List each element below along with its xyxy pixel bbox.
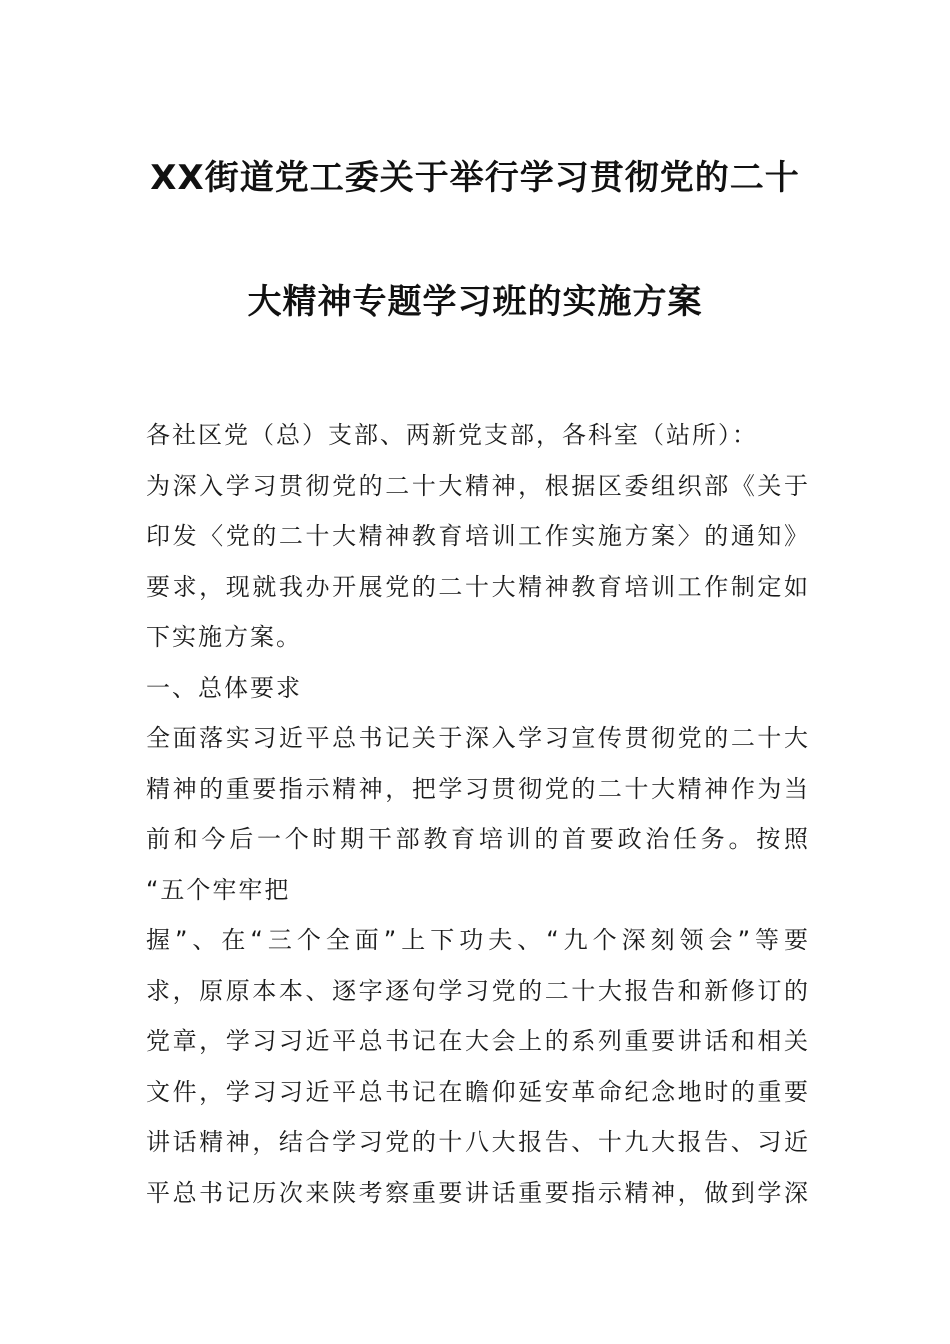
body-line: 党章，学习习近平总书记在大会上的系列重要讲话和相关 [146, 1027, 808, 1055]
body-line: “五个牢牢把 [146, 875, 291, 904]
document-title-line-2: 大精神专题学习班的实施方案 [247, 282, 703, 322]
section-heading: 一、总体要求 [146, 673, 302, 702]
body-line: 文件，学习习近平总书记在瞻仰延安革命纪念地时的重要 [146, 1077, 808, 1106]
body-line: 前和今后一个时期干部教育培训的首要政治任务。按照 [146, 825, 808, 853]
body-line: 全面落实习近平总书记关于深入学习宣传贯彻党的二十大 [146, 724, 808, 752]
body-line: 平总书记历次来陕考察重要讲话重要指示精神，做到学深 [146, 1178, 808, 1207]
body-line: 印发〈党的二十大精神教育培训工作实施方案〉的通知》 [146, 522, 808, 550]
body-line: 要求，现就我办开展党的二十大精神教育培训工作制定如 [146, 572, 808, 601]
body-line: 讲话精神，结合学习党的十八大报告、十九大报告、习近 [146, 1128, 808, 1156]
body-line: 精神的重要指示精神，把学习贯彻党的二十大精神作为当 [146, 774, 808, 803]
salutation: 各社区党（总）支部、两新党支部，各科室（站所）： [146, 421, 758, 449]
body-line: 为深入学习贯彻党的二十大精神，根据区委组织部《关于 [146, 471, 808, 500]
body-line: 求，原原本本、逐字逐句学习党的二十大报告和新修订的 [146, 976, 808, 1005]
document-title-line-1: XX街道党工委关于举行学习贯彻党的二十 [150, 158, 800, 198]
body-line: 下实施方案。 [146, 623, 302, 651]
document-body [146, 410, 808, 1218]
body-line: 握”、在“三个全面”上下功夫、“九个深刻领会”等要 [146, 926, 808, 954]
